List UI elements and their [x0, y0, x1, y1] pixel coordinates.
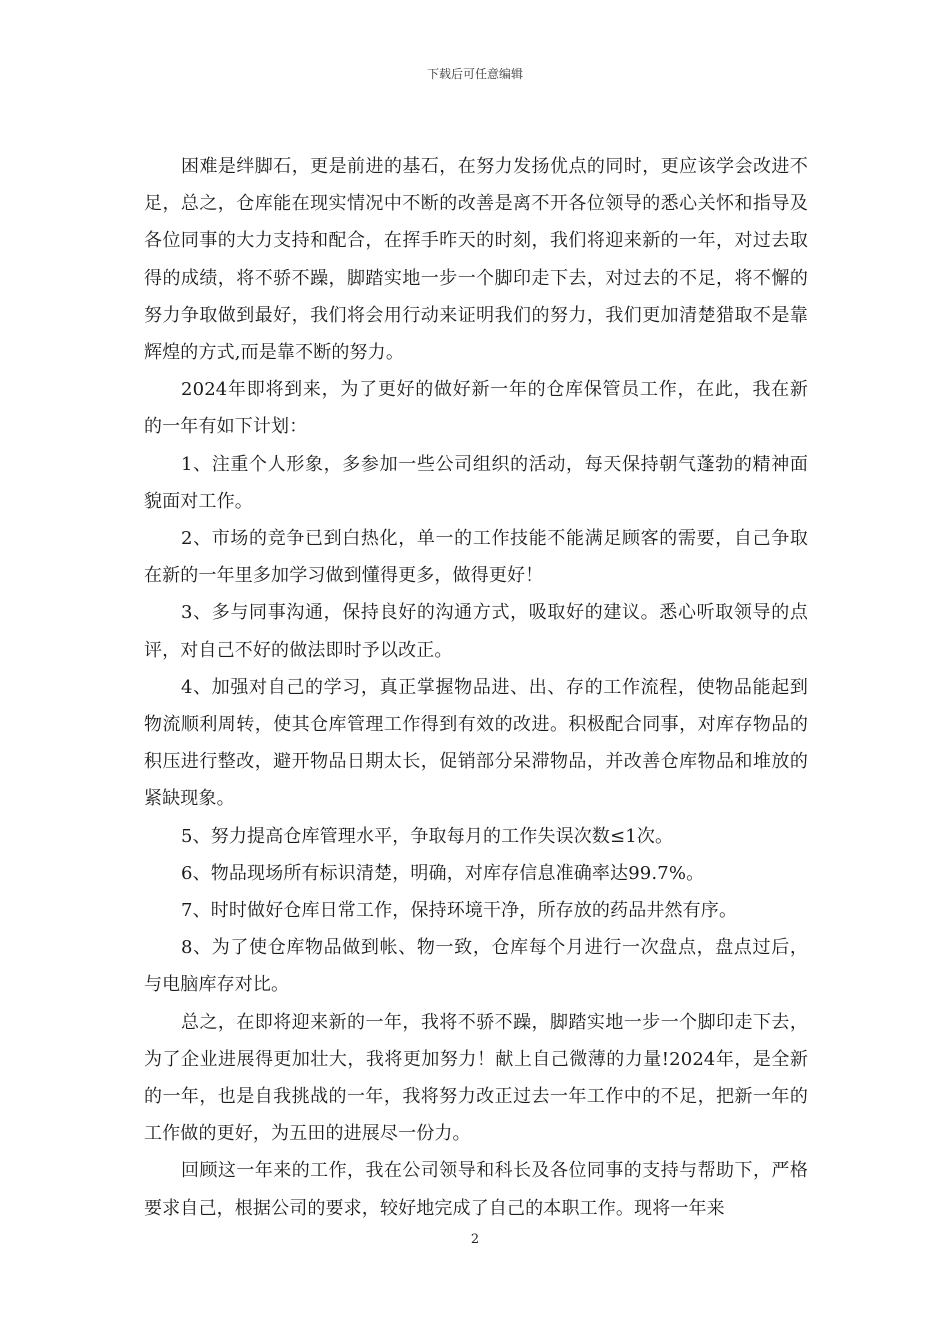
- paragraph-conclusion: 总之，在即将迎来新的一年，我将不骄不躁，脚踏实地一步一个脚印走下去，为了企业进展得更加壮大，我将更加努力！献上自己微薄的力量!2024年，是全新的一年，也是自我挑战的一年，我将努力改正过去一年工作中的不足，把新一年的工作做的更好，为五田的进展尽一份力。: [144, 1011, 808, 1145]
- plan-item-4: 4、加强对自己的学习，真正掌握物品进、出、存的工作流程，使物品能起到物流顺利周转，使其仓库管理工作得到有效的改进。积极配合同事，对库存物品的积压进行整改，避开物品日期太长，促销部分呆滞物品，并改善仓库物品和堆放的紧缺现象。: [144, 676, 808, 810]
- plan-item-7: 7、时时做好仓库日常工作，保持环境干净，所存放的药品井然有序。: [181, 900, 738, 922]
- plan-item-6: 6、物品现场所有标识清楚，明确，对库存信息准确率达99.7%。: [181, 862, 705, 884]
- plan-item-5: 5、努力提高仓库管理水平，争取每月的工作失误次数≤1次。: [181, 825, 674, 847]
- page-header: 下载后可任意编辑: [426, 67, 523, 81]
- document-body: [144, 148, 808, 1227]
- page-number: 2: [470, 1232, 480, 1247]
- paragraph-reflection: 困难是绊脚石，更是前进的基石，在努力发扬优点的同时，更应该学会改进不足，总之，仓库能在现实情况中不断的改善是离不开各位领导的悉心关怀和指导及各位同事的大力支持和配合，在挥手昨天的时刻，我们将迎来新的一年，对过去取得的成绩，将不骄不躁，脚踏实地一步一个脚印走下去，对过去的不足，将不懈的努力争取做到最好，我们将会用行动来证明我们的努力，我们更加清楚猎取不是靠辉煌的方式,而是靠不断的努力。: [144, 156, 808, 364]
- paragraph-review: 回顾这一年来的工作，我在公司领导和科长及各位同事的支持与帮助下，严格要求自己，根据公司的要求，较好地完成了自己的本职工作。现将一年来: [144, 1160, 808, 1219]
- plan-item-8: 8、为了使仓库物品做到帐、物一致，仓库每个月进行一次盘点，盘点过后，与电脑库存对比。: [144, 937, 808, 996]
- plan-item-1: 1、注重个人形象，多参加一些公司组织的活动，每天保持朝气蓬勃的精神面貌面对工作。: [144, 453, 808, 512]
- paragraph-plan-intro: 2024年即将到来，为了更好的做好新一年的仓库保管员工作，在此，我在新的一年有如下计划：: [144, 379, 808, 438]
- plan-item-2: 2、市场的竞争已到白热化，单一的工作技能不能满足顾客的需要，自己争取在新的一年里多加学习做到懂得更多，做得更好！: [144, 528, 808, 587]
- plan-item-3: 3、多与同事沟通，保持良好的沟通方式，吸取好的建议。悉心听取领导的点评，对自己不好的做法即时予以改正。: [144, 602, 808, 661]
